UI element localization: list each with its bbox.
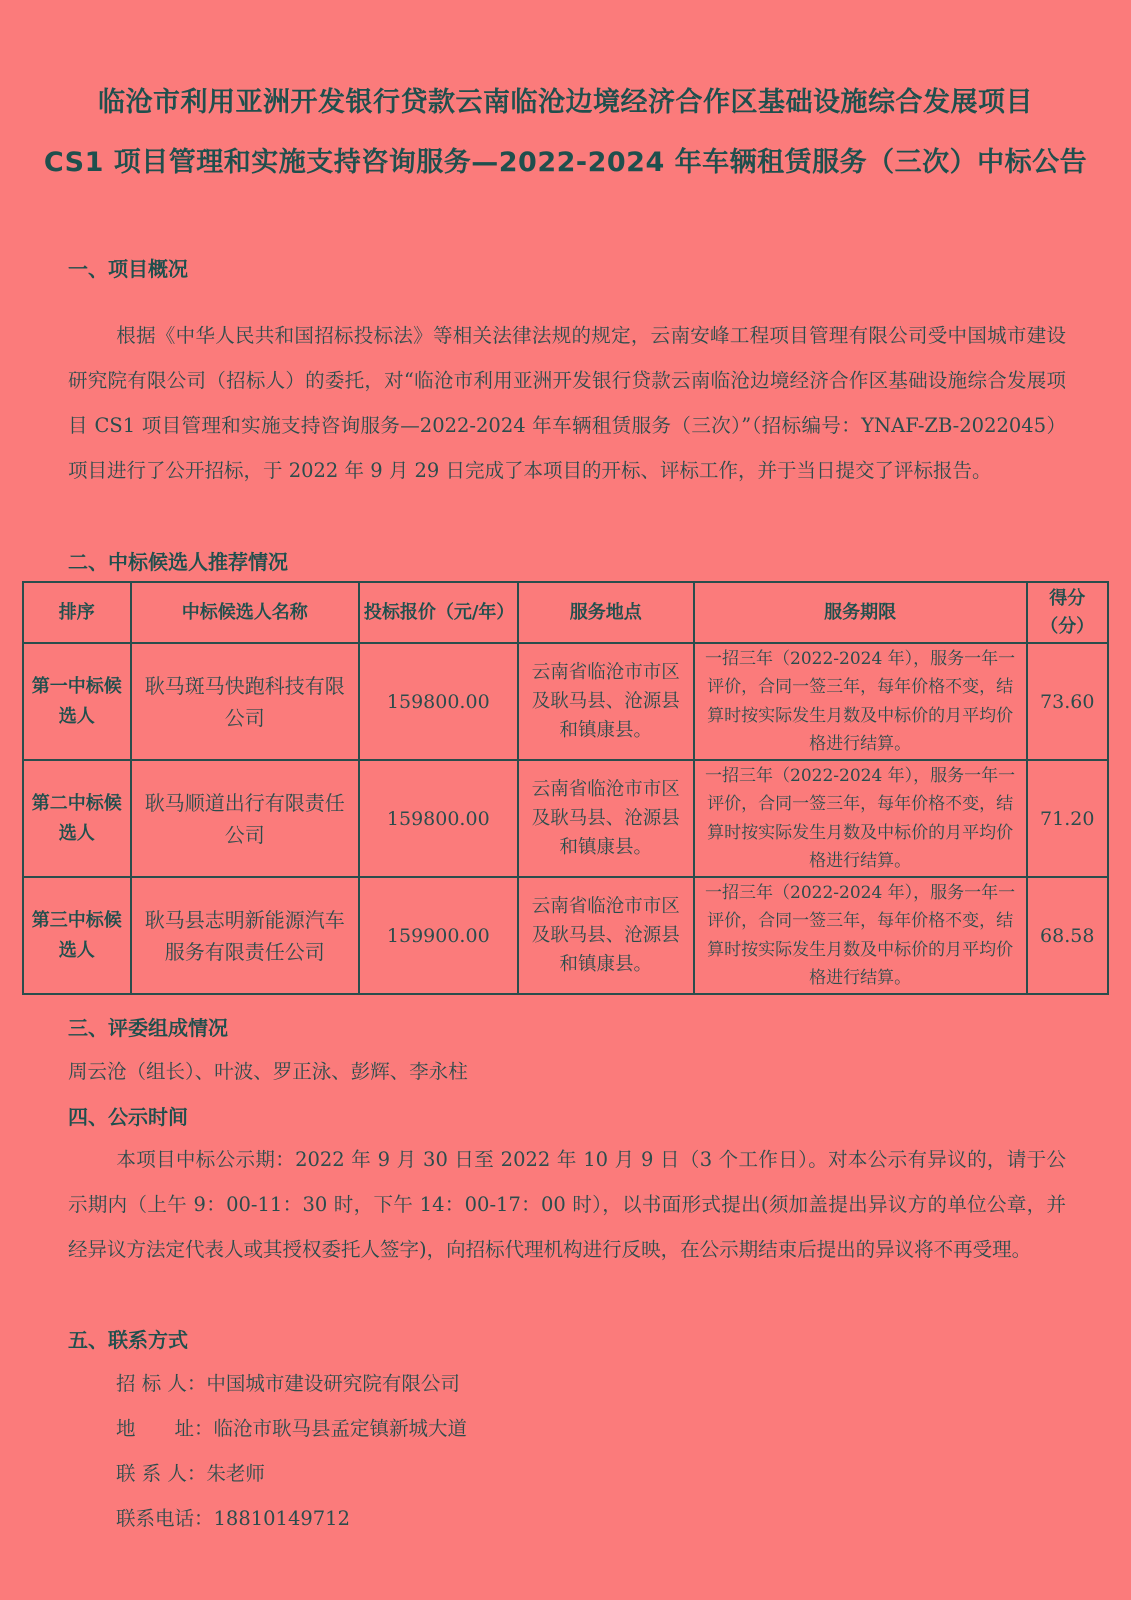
- publicity-text: 本项目中标公示期：2022 年 9 月 30 日至 2022 年 10 月 9 日（3 个工作日）。对本公示有异议的，请于公示期内（上午 9：00-11：30 时，下午 14：00-17：00 时），以书面形式提出(须加盖提出异议方的单位公章，并经异议方法定代表人或其授权委托人签字)，向招标代理机构进行反映，在公示期结束后提出的异议将不再受理。: [68, 1148, 1066, 1261]
- header-score: 得分（分）: [1027, 582, 1108, 643]
- candidate-name: 耿马顺道出行有限责任公司: [131, 760, 359, 877]
- section-heading-contact: 五、联系方式: [68, 1328, 188, 1352]
- candidate-score: 71.20: [1027, 760, 1108, 877]
- committee-members: 周云沧（组长）、叶波、罗正泳、彭辉、李永柱: [68, 1060, 468, 1083]
- table-row: [23, 760, 1108, 877]
- contact-label: 联 系 人：: [116, 1462, 207, 1485]
- table-header-row: [23, 582, 1108, 643]
- notice-title-line1: 临沧市利用亚洲开发银行贷款云南临沧边境经济合作区基础设施综合发展项目: [98, 87, 1033, 118]
- header-service-location: 服务地点: [518, 582, 694, 643]
- candidate-service-period: 一招三年（2022-2024 年），服务一年一评价，合同一签三年，每年价格不变，结算时按实际发生月数及中标价的月平均价格进行结算。: [694, 643, 1027, 760]
- contact-phone: [116, 1503, 350, 1531]
- contact-value: 18810149712: [213, 1507, 350, 1530]
- candidate-name: 耿马县志明新能源汽车服务有限责任公司: [131, 877, 359, 994]
- candidates-table: [22, 581, 1109, 995]
- candidate-bid-price: 159900.00: [359, 877, 518, 994]
- candidate-service-period: 一招三年（2022-2024 年），服务一年一评价，合同一签三年，每年价格不变，结算时按实际发生月数及中标价的月平均价格进行结算。: [694, 877, 1027, 994]
- header-bid-price: 投标报价（元/年）: [359, 582, 518, 643]
- contact-value: 临沧市耿马县孟定镇新城大道: [213, 1417, 468, 1440]
- contact-label: 地 址：: [116, 1417, 214, 1440]
- contact-tenderer: [116, 1368, 460, 1396]
- contact-person: [116, 1458, 265, 1486]
- section-heading-project-overview: 一、项目概况: [68, 257, 188, 281]
- notice-title-line2: CS1 项目管理和实施支持咨询服务—2022-2024 年车辆租赁服务（三次）中标公告: [43, 147, 1088, 178]
- header-rank: 排序: [23, 582, 131, 643]
- section-heading-publicity-period: 四、公示时间: [68, 1105, 188, 1129]
- candidate-service-location: 云南省临沧市市区及耿马县、沧源县和镇康县。: [518, 760, 694, 877]
- section-heading-committee: 三、评委组成情况: [68, 1016, 228, 1040]
- candidate-rank: 第一中标候选人: [23, 643, 131, 760]
- contact-value: 朱老师: [206, 1462, 265, 1485]
- table-row: [23, 643, 1108, 760]
- header-candidate-name: 中标候选人名称: [131, 582, 359, 643]
- section-heading-candidates: 二、中标候选人推荐情况: [68, 550, 288, 574]
- candidate-bid-price: 159800.00: [359, 760, 518, 877]
- contact-label: 招 标 人：: [116, 1372, 207, 1395]
- candidate-service-period: 一招三年（2022-2024 年），服务一年一评价，合同一签三年，每年价格不变，结算时按实际发生月数及中标价的月平均价格进行结算。: [694, 760, 1027, 877]
- contact-value: 中国城市建设研究院有限公司: [206, 1372, 460, 1395]
- candidate-score: 68.58: [1027, 877, 1108, 994]
- candidate-rank: 第三中标候选人: [23, 877, 131, 994]
- publicity-paragraph: [68, 1137, 1066, 1272]
- candidate-rank: 第二中标候选人: [23, 760, 131, 877]
- candidate-service-location: 云南省临沧市市区及耿马县、沧源县和镇康县。: [518, 877, 694, 994]
- project-overview-paragraph: [68, 313, 1066, 493]
- candidate-name: 耿马斑马快跑科技有限公司: [131, 643, 359, 760]
- candidate-service-location: 云南省临沧市市区及耿马县、沧源县和镇康县。: [518, 643, 694, 760]
- table-row: [23, 877, 1108, 994]
- candidate-score: 73.60: [1027, 643, 1108, 760]
- header-service-period: 服务期限: [694, 582, 1027, 643]
- contact-address: [116, 1413, 467, 1441]
- project-overview-text: 根据《中华人民共和国招标投标法》等相关法律法规的规定，云南安峰工程项目管理有限公司受中国城市建设研究院有限公司（招标人）的委托，对“临沧市利用亚洲开发银行贷款云南临沧边境经济合作区基础设施综合发展项目 CS1 项目管理和实施支持咨询服务—2022-2024 年车辆租赁服务（三次）”（招标编号：YNAF-ZB-2022045）项目进行了公开招标，于 2022 年 9 月 29 日完成了本项目的开标、评标工作，并于当日提交了评标报告。: [68, 324, 1066, 482]
- contact-label: 联系电话：: [116, 1507, 214, 1530]
- candidate-bid-price: 159800.00: [359, 643, 518, 760]
